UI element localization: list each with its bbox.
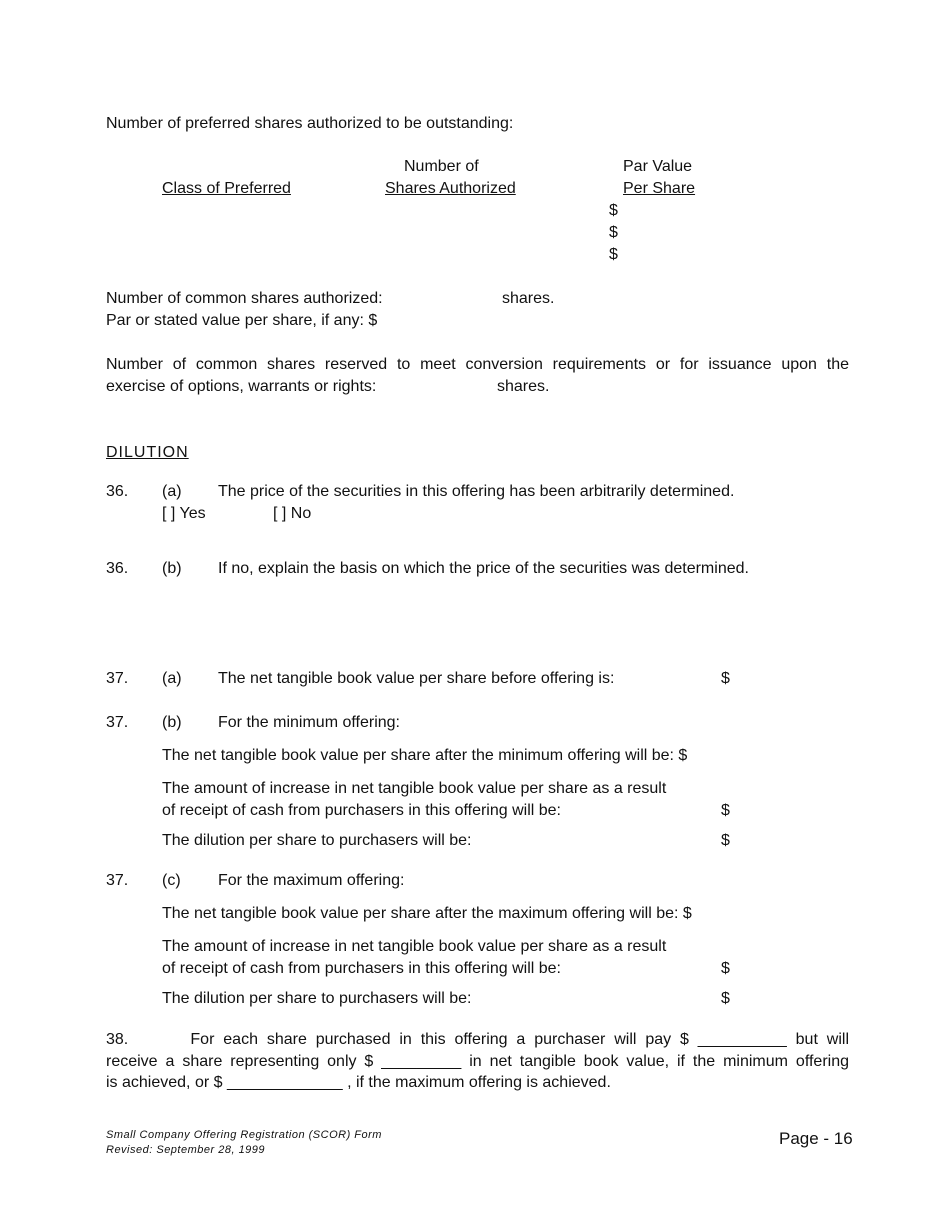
footer-revised: Revised: September 28, 1999	[106, 1144, 266, 1156]
q37c-dilution: The dilution per share to purchasers will be:	[162, 990, 472, 1007]
q37a-text: The net tangible book value per share before offering is:	[218, 670, 615, 687]
q37b-increase-line1: The amount of increase in net tangible book value per share as a result	[162, 780, 667, 797]
par-dollar-2: $	[609, 224, 618, 241]
q38-line2: receive a share representing only $ _________ in net tangible book value, if the minimum offering	[106, 1053, 849, 1070]
q37a-number: 37.	[106, 670, 129, 687]
q37c-increase-line1: The amount of increase in net tangible book value per share as a result	[162, 938, 667, 955]
q36b-number: 36.	[106, 560, 129, 577]
dilution-title: DILUTION	[106, 444, 189, 461]
footer-form-name: Small Company Offering Registration (SCOR) Form	[106, 1129, 382, 1141]
q37b-dilution: The dilution per share to purchasers will be:	[162, 832, 472, 849]
q38-line3: is achieved, or $ _____________ , if the maximum offering is achieved.	[106, 1074, 611, 1091]
q37c-dilution-dollar: $	[721, 990, 730, 1007]
par-dollar-3: $	[609, 246, 618, 263]
q37b-part: (b)	[162, 714, 182, 731]
q37c-increase-dollar: $	[721, 960, 730, 977]
common-authorized-label: Number of common shares authorized:	[106, 290, 383, 307]
q37b-number: 37.	[106, 714, 129, 731]
common-authorized-unit: shares.	[502, 290, 555, 307]
col-class-of-preferred: Class of Preferred	[162, 180, 291, 197]
q37b-dilution-dollar: $	[721, 832, 730, 849]
q37b-text: For the minimum offering:	[218, 714, 400, 731]
preferred-heading: Number of preferred shares authorized to be outstanding:	[106, 115, 514, 132]
q36b-text: If no, explain the basis on which the price of the securities was determined.	[218, 560, 749, 577]
q36b-part: (b)	[162, 560, 182, 577]
q36a-no-checkbox[interactable]: [ ] No	[273, 505, 312, 522]
q36a-number: 36.	[106, 483, 129, 500]
q37c-increase-line2: of receipt of cash from purchasers in this offering will be:	[162, 960, 561, 977]
q38-line1: 38. For each share purchased in this offering a purchaser will pay $ __________ but will	[106, 1031, 849, 1048]
q36a-text: The price of the securities in this offering has been arbitrarily determined.	[218, 483, 735, 500]
q37a-part: (a)	[162, 670, 182, 687]
q37c-text: For the maximum offering:	[218, 872, 405, 889]
q37c-part: (c)	[162, 872, 181, 889]
col-par-line1: Par Value	[623, 158, 693, 175]
q38-paragraph	[106, 1029, 849, 1073]
q37b-ntbv: The net tangible book value per share after the minimum offering will be: $	[162, 747, 688, 764]
col-number-line1: Number of	[404, 158, 479, 175]
col-per-share: Per Share	[623, 180, 696, 197]
reserved-unit: shares.	[497, 378, 550, 395]
q36a-part: (a)	[162, 483, 182, 500]
q37c-ntbv: The net tangible book value per share after the maximum offering will be: $	[162, 905, 692, 922]
q36a-yes-checkbox[interactable]: [ ] Yes	[162, 505, 206, 522]
q37c-number: 37.	[106, 872, 129, 889]
q37b-increase-dollar: $	[721, 802, 730, 819]
page-number: Page - 16	[779, 1129, 853, 1148]
par-stated-label: Par or stated value per share, if any: $	[106, 312, 378, 329]
col-shares-authorized: Shares Authorized	[385, 180, 516, 197]
reserved-line1	[106, 354, 849, 376]
q37b-increase-line2: of receipt of cash from purchasers in this offering will be:	[162, 802, 561, 819]
par-dollar-1: $	[609, 202, 618, 219]
reserved-line1-text: Number of common shares reserved to meet conversion requirements or for issuance upon the	[106, 356, 849, 373]
reserved-line2: exercise of options, warrants or rights:	[106, 378, 377, 395]
q37a-dollar: $	[721, 670, 730, 687]
